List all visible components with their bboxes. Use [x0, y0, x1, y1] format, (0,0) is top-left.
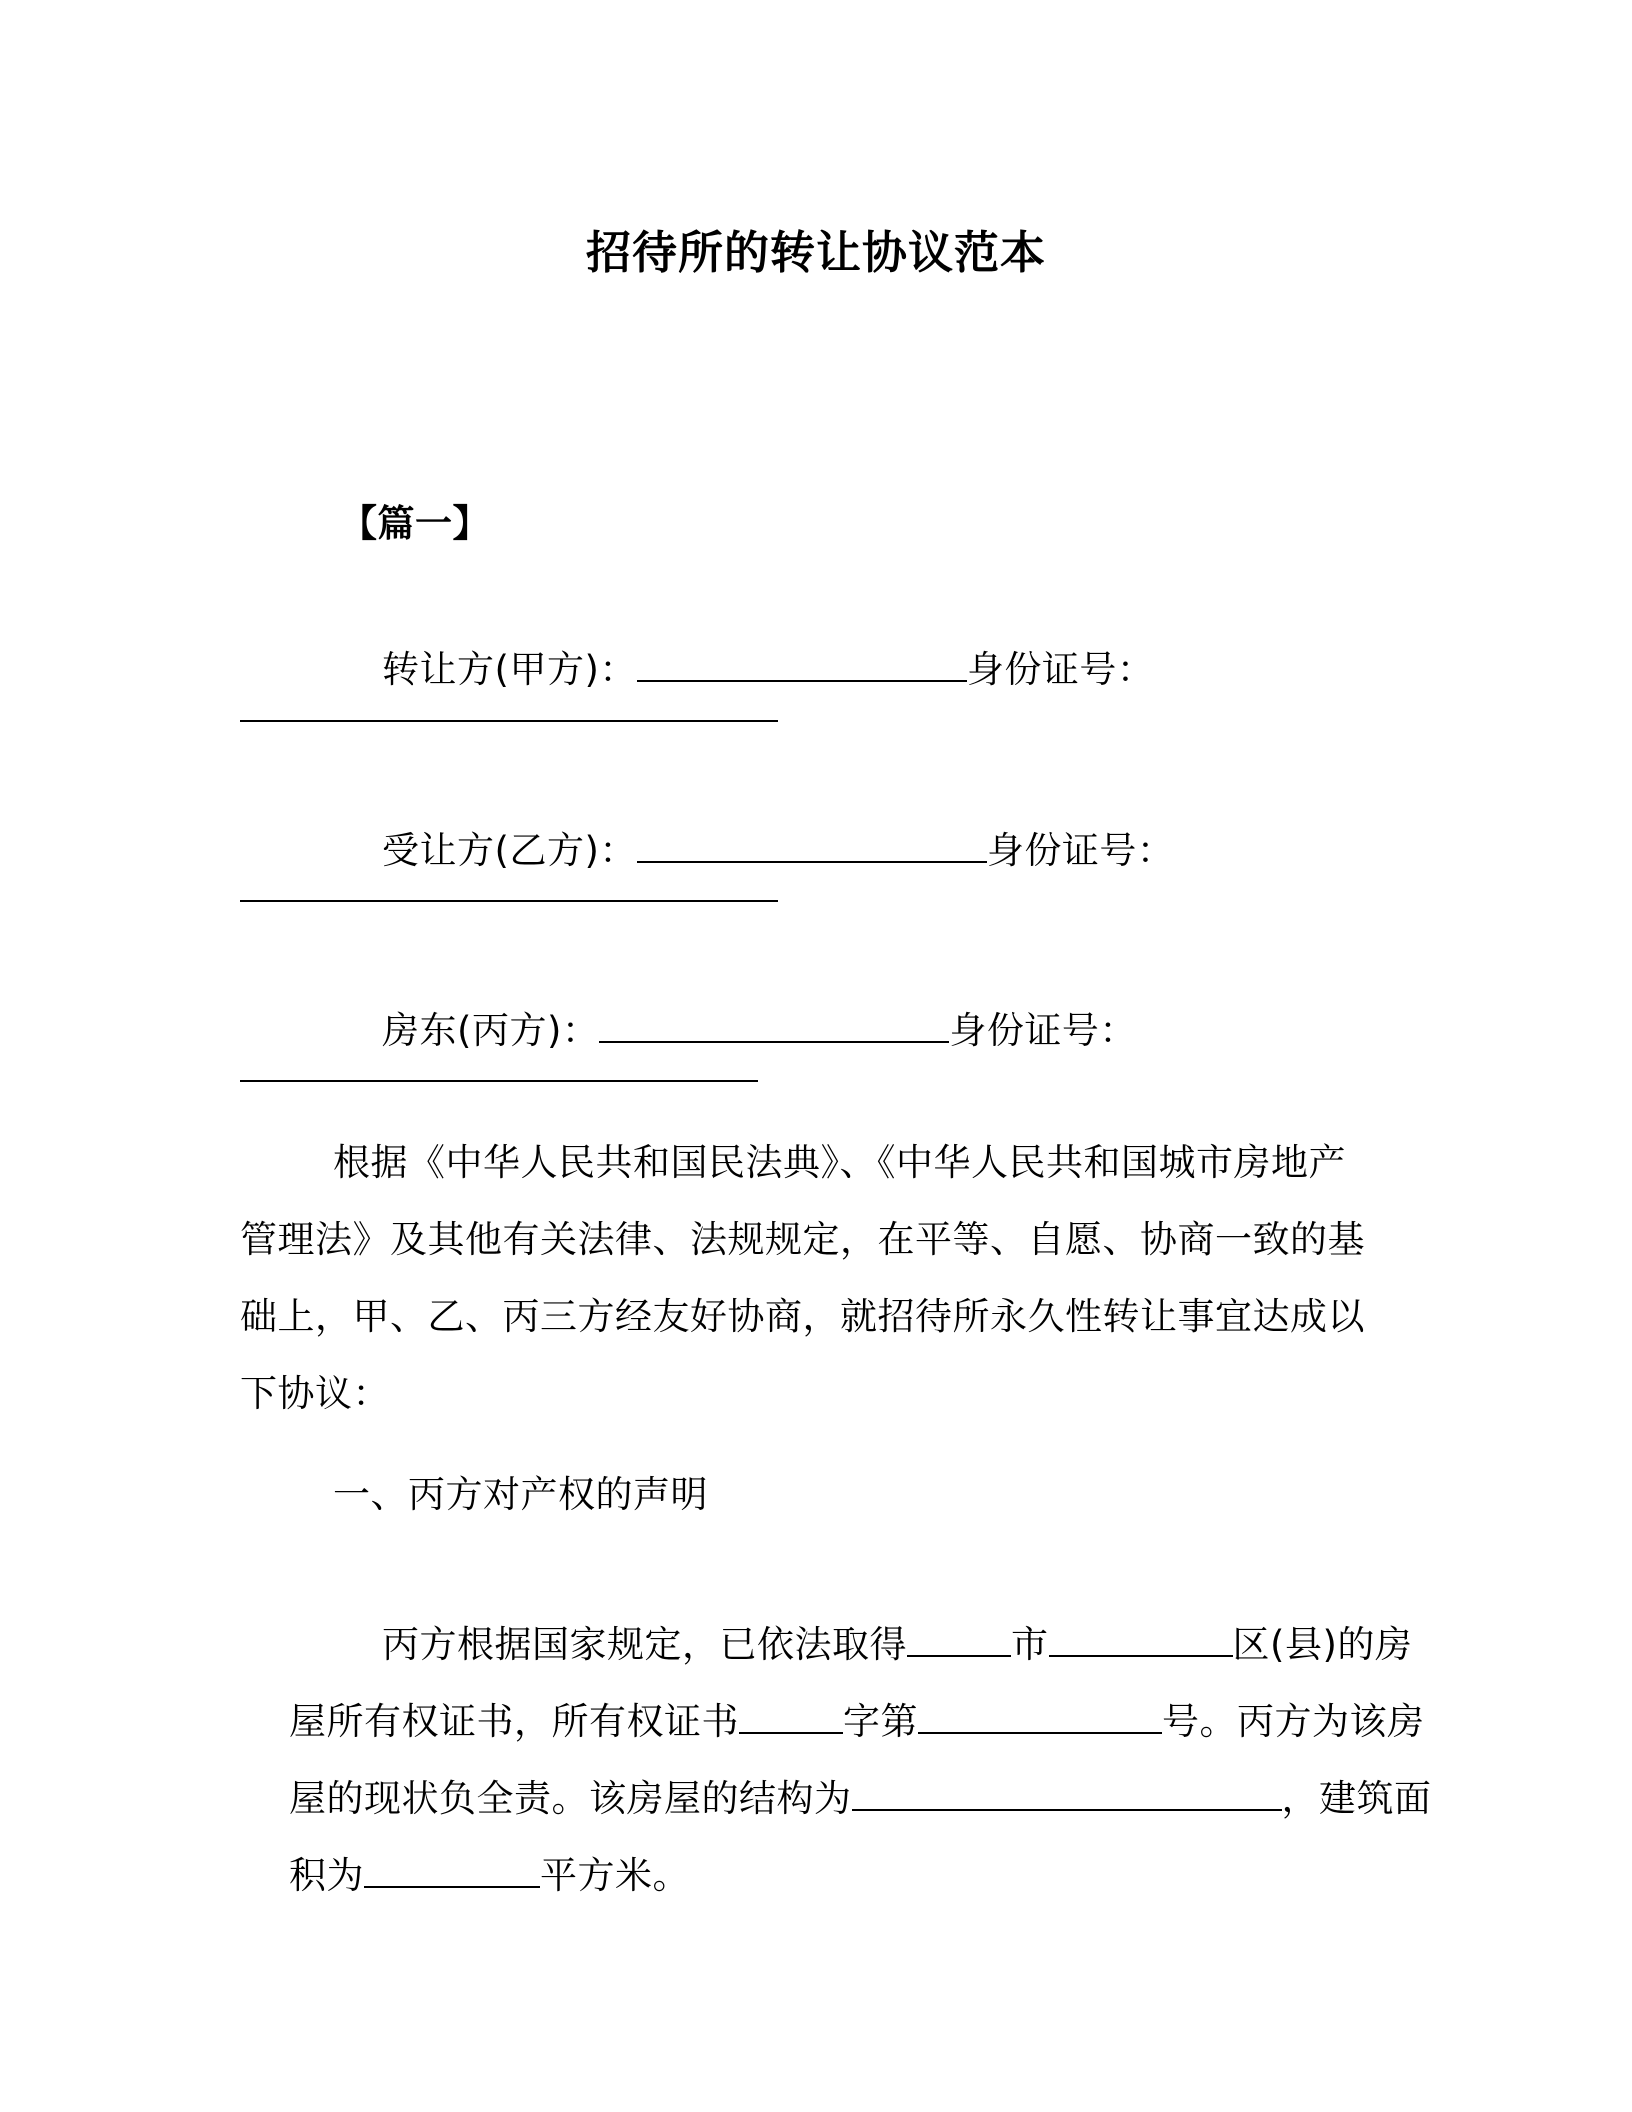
party-b-label: 受让方(乙方)： [382, 829, 637, 872]
party-c-id-label: 身份证号： [949, 1009, 1137, 1052]
party-a-name-blank [637, 646, 967, 682]
clause-1-text: 区(县)的房 [1232, 1623, 1413, 1666]
clause-1-text: ，建筑面 [1281, 1777, 1432, 1820]
party-a-label: 转让方(甲方)： [382, 648, 637, 691]
party-b-id-label: 身份证号： [986, 829, 1175, 872]
clause-1-text: 市 [1011, 1623, 1049, 1666]
structure-blank [852, 1775, 1282, 1811]
clause-1-heading: 一、丙方对产权的声明 [333, 1473, 708, 1516]
preamble-line-4: 下协议： [240, 1372, 390, 1415]
clause-1-text: 号。丙方为该房 [1162, 1700, 1425, 1743]
preamble-line-2: 管理法》及其他有关法律、法规规定，在平等、自愿、协商一致的基 [240, 1218, 1365, 1261]
party-a-id-label: 身份证号： [966, 648, 1155, 691]
preamble-line-3: 础上，甲、乙、丙三方经友好协商，就招待所永久性转让事宜达成以 [240, 1295, 1365, 1338]
party-c-id-blank [240, 1080, 758, 1082]
party-c-name-blank [599, 1007, 949, 1043]
party-c-label: 房东(丙方)： [382, 1009, 600, 1052]
clause-1-text: 字第 [843, 1700, 919, 1743]
document-title: 招待所的转让协议范本 [585, 226, 1046, 279]
clause-1-text: 屋所有权证书，所有权证书 [289, 1700, 740, 1743]
party-a-id-blank [240, 720, 778, 722]
clause-1-line-4 [240, 1804, 690, 1948]
clause-1-text: 丙方根据国家规定，已依法取得 [382, 1623, 908, 1666]
section-label: 【篇一】 [340, 502, 490, 545]
party-b-id-blank [240, 900, 778, 902]
clause-1-text: 屋的现状负全责。该房屋的结构为 [289, 1777, 852, 1820]
preamble-line-1: 根据《中华人民共和国民法典》、《中华人民共和国城市房地产 [333, 1141, 1346, 1184]
area-blank [364, 1852, 540, 1888]
party-b-name-blank [637, 827, 987, 863]
clause-1-text: 平方米。 [540, 1854, 691, 1897]
clause-1-text: 积为 [289, 1854, 365, 1897]
